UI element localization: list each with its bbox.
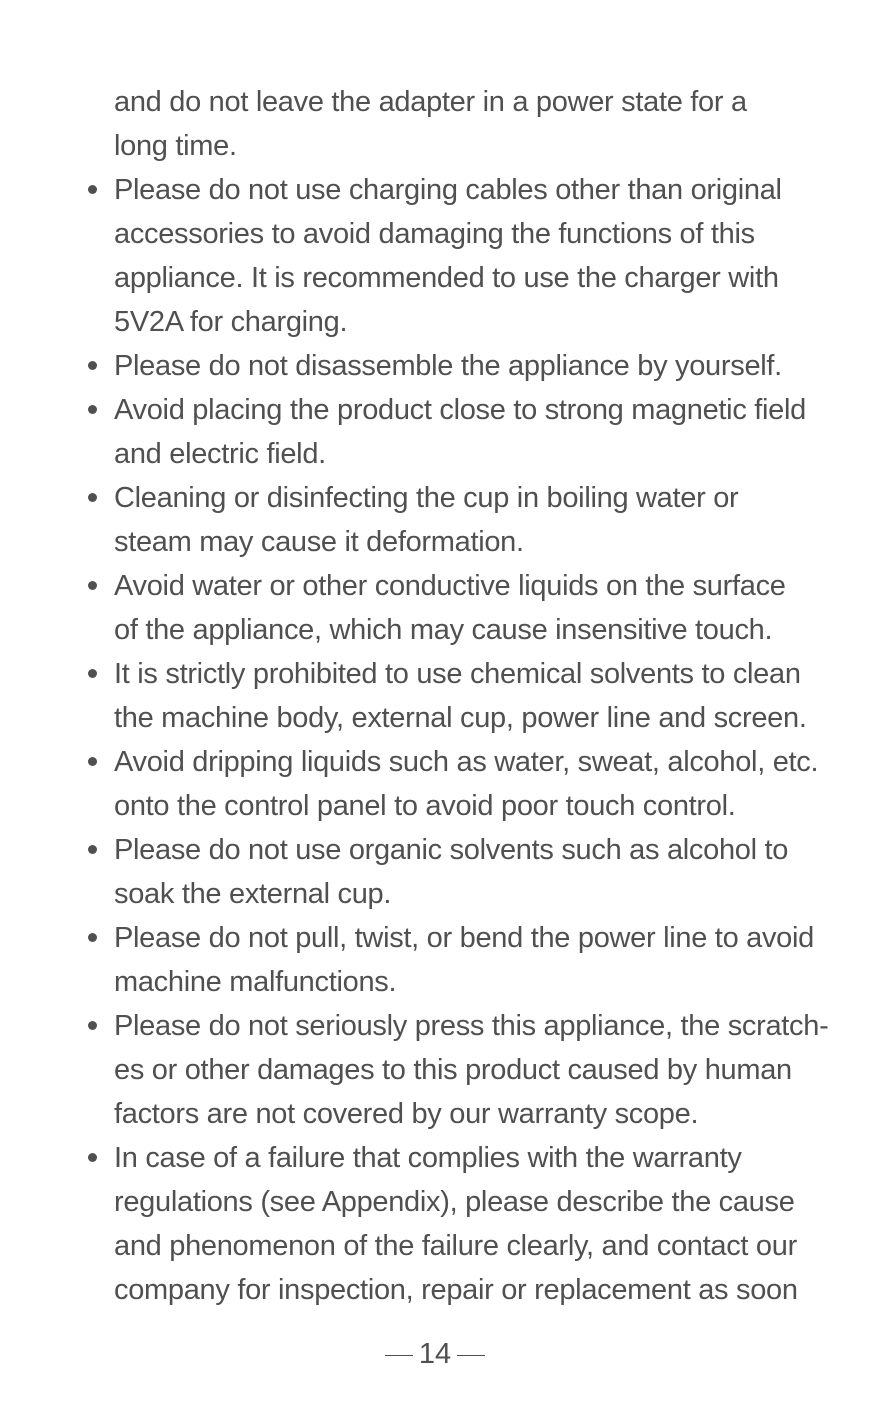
page-footer: [0, 1334, 870, 1374]
bullet-dot-icon: [88, 933, 97, 942]
bullet-dot-icon: [88, 581, 97, 590]
text-line: Please do not use organic solvents such as alcohol to: [114, 834, 789, 866]
text-line: It is strictly prohibited to use chemical solvents to clean: [114, 658, 801, 690]
text-line: and do not leave the adapter in a power state for a: [114, 86, 747, 118]
text-line: Please do not pull, twist, or bend the power line to avoid: [114, 922, 814, 954]
text-line: Cleaning or disinfecting the cup in boiling water or: [114, 482, 739, 514]
continuation-paragraph: [88, 80, 814, 168]
text-line: Please do not disassemble the appliance by yourself.: [114, 350, 782, 382]
bullet-dot-icon: [88, 493, 97, 502]
text-line: factors are not covered by our warranty scope.: [114, 1098, 699, 1130]
text-line: Avoid dripping liquids such as water, sweat, alcohol, etc.: [114, 746, 819, 778]
bullet-item-power-line: [88, 916, 814, 1004]
bullet-item-charging-cables: [88, 168, 814, 344]
bullet-item-warranty-scope: [88, 1004, 829, 1136]
bullet-dot-icon: [88, 405, 97, 414]
bullet-dot-icon: [88, 845, 97, 854]
bullet-item-failure-contact: [88, 1136, 814, 1312]
text-line: of the appliance, which may cause insensitive touch.: [114, 614, 773, 646]
text-line: Avoid water or other conductive liquids on the surface: [114, 570, 786, 602]
text-line: es or other damages to this product caused by human: [114, 1054, 792, 1086]
bullet-item-magnetic-field: [88, 388, 814, 476]
dash-right: [457, 1355, 485, 1356]
bullet-item-cleaning: [88, 476, 814, 564]
bullet-item-chemical-solvents: [88, 652, 814, 740]
text-line: onto the control panel to avoid poor touch control.: [114, 790, 736, 822]
text-line: long time.: [114, 130, 237, 162]
bullet-dot-icon: [88, 185, 97, 194]
bullet-dot-icon: [88, 361, 97, 370]
text-line: In case of a failure that complies with the warranty: [114, 1142, 742, 1174]
bullet-dot-icon: [88, 1021, 97, 1030]
text-line: company for inspection, repair or replacement as soon: [114, 1274, 798, 1306]
text-line: soak the external cup.: [114, 878, 392, 910]
text-line: Avoid placing the product close to strong magnetic field: [114, 394, 806, 426]
text-line: 5V2A for charging.: [114, 306, 348, 338]
page-number: 14: [418, 1338, 452, 1370]
bullet-dot-icon: [88, 757, 97, 766]
bullet-item-conductive-liquids: [88, 564, 814, 652]
text-line: accessories to avoid damaging the functions of this: [114, 218, 755, 250]
bullet-dot-icon: [88, 669, 97, 678]
text-line: machine malfunctions.: [114, 966, 397, 998]
text-line: regulations (see Appendix), please describe the cause: [114, 1186, 795, 1218]
bullet-item-dripping-liquids: [88, 740, 819, 828]
text-line: the machine body, external cup, power line and screen.: [114, 702, 807, 734]
text-line: Please do not seriously press this appliance, the scratch-: [114, 1010, 829, 1042]
text-line: and phenomenon of the failure clearly, and contact our: [114, 1230, 797, 1262]
bullet-item-disassemble: [88, 344, 814, 388]
text-line: appliance. It is recommended to use the charger with: [114, 262, 779, 294]
text-line: Please do not use charging cables other than original: [114, 174, 782, 206]
page-content: [88, 80, 829, 1312]
text-line: and electric field.: [114, 438, 326, 470]
bullet-item-organic-solvents: [88, 828, 814, 916]
dash-left: [385, 1355, 413, 1356]
bullet-dot-icon: [88, 1153, 97, 1162]
text-line: steam may cause it deformation.: [114, 526, 524, 558]
